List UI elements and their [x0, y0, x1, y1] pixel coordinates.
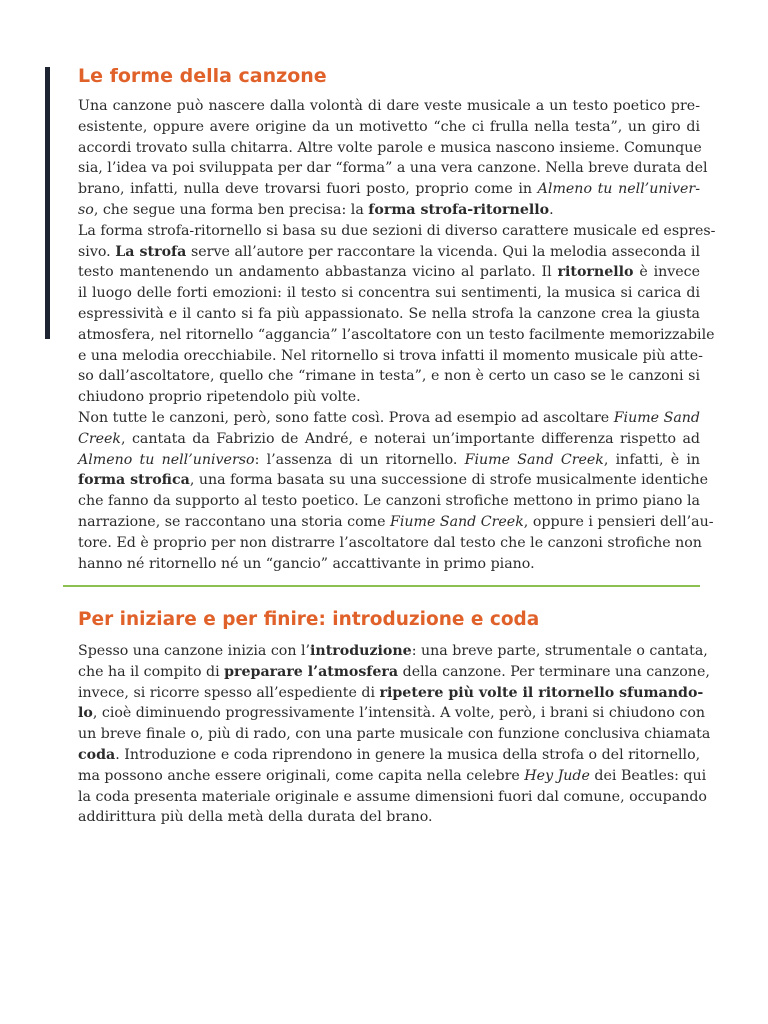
text-run: so dall’ascoltatore, quello che “rimane in testa”, e non è certo un caso se le canzoni si [78, 368, 700, 385]
title-italic: Almeno tu nell’univer- [537, 181, 700, 198]
text-line [78, 683, 704, 704]
text-run: della canzone. Per terminare una canzone, [398, 663, 710, 680]
title-italic: Hey Jude [524, 767, 590, 784]
text-line [78, 138, 700, 159]
bold-term: ritornello [557, 264, 634, 281]
text-line [78, 387, 700, 408]
text-line [78, 429, 700, 450]
title-italic: Fiume Sand Creek [389, 513, 524, 530]
text-run: Spesso una canzone inizia con l’ [78, 643, 311, 659]
text-run: e una melodia orecchiabile. Nel ritornello si trova infatti il momento musicale più atte- [78, 347, 703, 364]
bold-term: coda [78, 746, 116, 763]
bold-term: forma strofica [78, 472, 190, 489]
bold-term: preparare l’atmosfera [224, 663, 399, 680]
text-run: , che segue una forma ben precisa: la [93, 201, 369, 218]
section-heading: Per iniziare e per finire: introduzione e coda [78, 609, 540, 630]
text-run: , cioè diminuendo progressivamente l’intensità. A volte, però, i brani si chiudono con [92, 705, 706, 722]
text-run: testo mantenendo un andamento abbastanza vicino al parlato. Il [78, 264, 558, 281]
text-line [78, 408, 700, 429]
text-line [78, 787, 707, 808]
text-line [78, 703, 706, 724]
text-line [78, 262, 700, 283]
text-run: tore. Ed è proprio per non distrarre l’ascoltatore dal testo che le canzoni strofiche non [78, 534, 702, 551]
text-line [78, 641, 708, 662]
text-run: sia, l’idea va poi sviluppata per dar “forma” a una vera canzone. Nella breve durata del [78, 160, 708, 177]
text-line [78, 745, 700, 766]
text-line [78, 807, 700, 828]
text-run: ma possono anche essere originali, come capita nella celebre [78, 767, 525, 784]
text-run: : l’assenza di un ritornello. [254, 451, 465, 468]
text-run: invece, si ricorre spesso all’espediente di [78, 684, 380, 701]
section-body [78, 96, 716, 574]
text-run: brano, infatti, nulla deve trovarsi fuori posto, proprio come in [78, 181, 538, 198]
title-italic: Fiume Sand Creek [464, 451, 604, 468]
text-line [78, 554, 700, 575]
text-run: Una canzone può nascere dalla volontà di dare veste musicale a un testo poetico pre- [78, 98, 700, 114]
title-italic: Creek [78, 430, 122, 447]
text-run: il luogo delle forti emozioni: il testo si concentra sui sentimenti, la musica si carica di [78, 285, 700, 302]
bold-term: forma strofa-ritornello [368, 201, 550, 218]
text-line [78, 179, 700, 200]
bold-term: ripetere più volte il ritornello sfumando- [379, 684, 704, 701]
text-run: . [549, 201, 554, 218]
text-run: la coda presenta materiale originale e assume dimensioni fuori dal comune, occupando [78, 788, 707, 805]
text-line [78, 450, 700, 471]
text-run: esistente, oppure avere origine da un motivetto “che ci frulla nella testa”, un giro di [78, 118, 700, 135]
text-line [78, 283, 700, 304]
text-run: sivo. [78, 243, 116, 260]
text-line [78, 221, 716, 242]
section-divider [63, 585, 700, 587]
text-run: che ha il compito di [78, 663, 225, 680]
text-run: , infatti, è in [603, 451, 700, 468]
text-line [78, 766, 707, 787]
bold-term: introduzione [310, 643, 412, 659]
text-line [78, 304, 700, 325]
text-run: . Introduzione e coda riprendono in genere la musica della strofa o del ritornello, [115, 746, 701, 763]
section-body [78, 641, 711, 828]
title-italic: Almeno tu nell’universo [78, 451, 255, 468]
text-run: accordi trovato sulla chitarra. Altre volte parole e musica nascono insieme. Comunque [78, 139, 702, 156]
text-line [78, 242, 700, 263]
text-line [78, 325, 715, 346]
text-run: serve all’autore per raccontare la vicenda. Qui la melodia asseconda il [186, 243, 700, 260]
bold-term: lo [78, 705, 93, 722]
text-line [78, 512, 714, 533]
text-run: , una forma basata su una successione di strofe musicalmente identiche [189, 472, 708, 489]
text-line [78, 491, 700, 512]
text-run: dei Beatles: qui [589, 767, 707, 784]
text-run: narrazione, se raccontano una storia come [78, 513, 390, 530]
text-run: , oppure i pensieri dell’au- [523, 513, 714, 530]
text-line [78, 366, 700, 387]
section-accent-bar [45, 67, 50, 339]
text-run: : una breve parte, strumentale o cantata, [411, 643, 708, 659]
text-line [78, 158, 708, 179]
text-run: è invece [633, 264, 701, 281]
text-run: Non tutte le canzoni, però, sono fatte così. Prova ad esempio ad ascoltare [78, 409, 614, 426]
text-line [78, 200, 700, 221]
text-run: hanno né ritornello né un “gancio” accattivante in primo piano. [78, 555, 535, 572]
text-run: , cantata da Fabrizio de André, e noterai un’importante differenza rispetto ad [121, 430, 700, 447]
title-italic: so [78, 201, 94, 218]
text-line [78, 346, 703, 367]
text-run: chiudono proprio ripetendolo più volte. [78, 389, 361, 406]
bold-term: La strofa [115, 243, 187, 260]
text-run: La forma strofa-ritornello si basa su due sezioni di diverso carattere musicale ed espres- [78, 222, 716, 239]
text-line [78, 96, 700, 117]
title-italic: Fiume Sand [613, 409, 701, 426]
text-line [78, 724, 711, 745]
text-run: addirittura più della metà della durata del brano. [78, 809, 433, 826]
text-run: atmosfera, nel ritornello “aggancia” l’ascoltatore con un testo facilmente memorizzabile [78, 326, 715, 343]
text-line [78, 533, 700, 554]
text-run: espressività e il canto si fa più appassionato. Se nella strofa la canzone crea la giusta [78, 305, 700, 322]
text-line [78, 117, 700, 138]
text-run: che fanno da supporto al testo poetico. Le canzoni strofiche mettono in primo piano la [78, 493, 700, 510]
text-run: un breve finale o, più di rado, con una parte musicale con funzione conclusiva chiamata [78, 726, 711, 743]
text-line [78, 470, 708, 491]
text-line [78, 662, 710, 683]
section-heading: Le forme della canzone [78, 65, 327, 87]
